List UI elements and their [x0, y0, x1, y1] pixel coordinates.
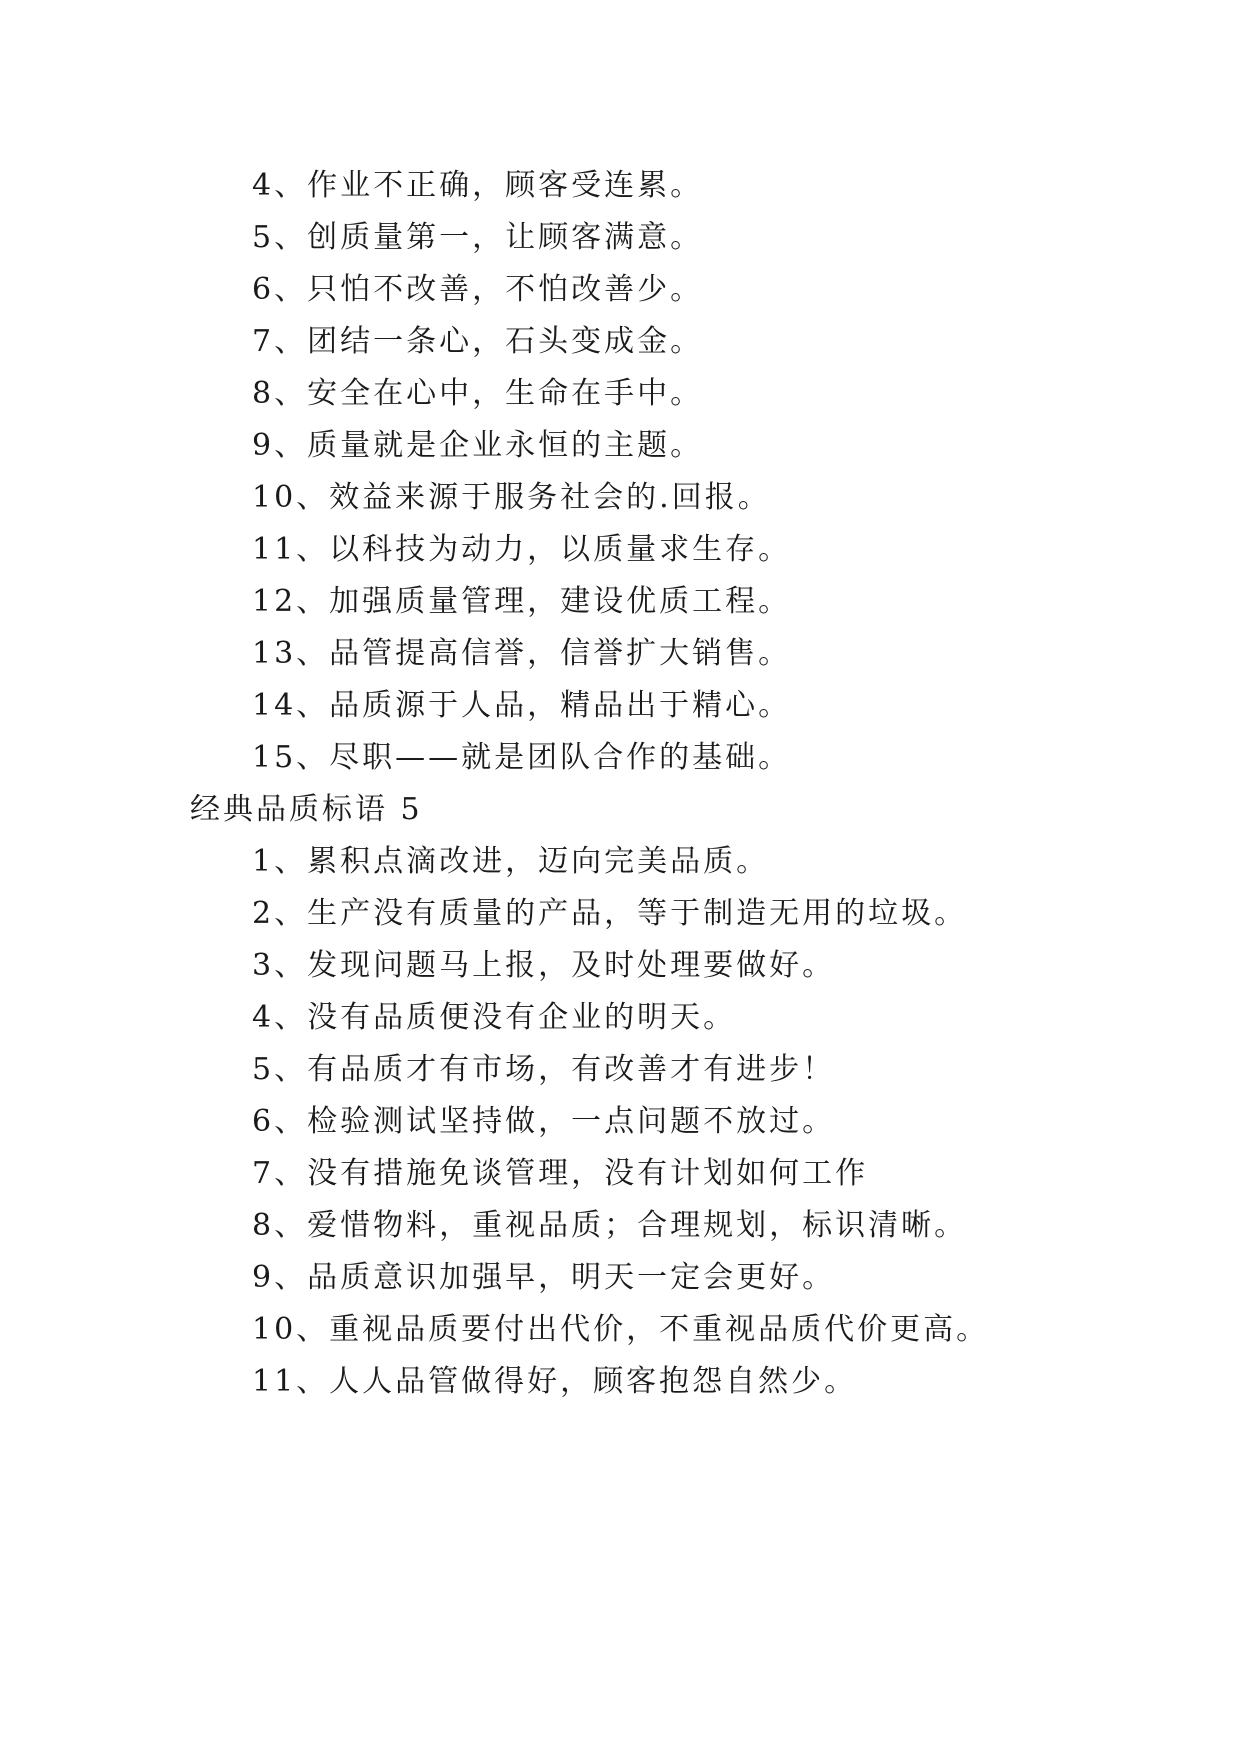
list-item: 1、累积点滴改进，迈向完美品质。	[252, 844, 770, 879]
list-item: 6、检验测试坚持做，一点问题不放过。	[252, 1104, 836, 1139]
list-item: 2、生产没有质量的产品，等于制造无用的垃圾。	[252, 896, 968, 931]
list-item: 5、有品质才有市场，有改善才有进步！	[252, 1052, 836, 1087]
list-item: 5、创质量第一，让顾客满意。	[252, 220, 704, 255]
list-item: 6、只怕不改善，不怕改善少。	[252, 272, 704, 307]
list-item: 12、加强质量管理，建设优质工程。	[252, 584, 792, 619]
list-item: 3、发现问题马上报，及时处理要做好。	[252, 948, 836, 983]
section-heading: 经典品质标语 5	[190, 792, 423, 827]
list-item: 7、团结一条心，石头变成金。	[252, 324, 704, 359]
list-item: 8、安全在心中，生命在手中。	[252, 376, 704, 411]
list-item: 10、重视品质要付出代价，不重视品质代价更高。	[252, 1312, 990, 1347]
list-item: 9、品质意识加强早，明天一定会更好。	[252, 1260, 836, 1295]
list-item: 15、尽职——就是团队合作的基础。	[252, 740, 792, 775]
list-item: 13、品管提高信誉，信誉扩大销售。	[252, 636, 792, 671]
list-item: 11、以科技为动力，以质量求生存。	[252, 532, 792, 567]
list-item: 4、没有品质便没有企业的明天。	[252, 1000, 737, 1035]
list-item: 9、质量就是企业永恒的主题。	[252, 428, 704, 463]
list-item: 11、人人品管做得好，顾客抱怨自然少。	[252, 1364, 858, 1399]
list-item: 10、效益来源于服务社会的.回报。	[252, 480, 771, 515]
list-item: 14、品质源于人品，精品出于精心。	[252, 688, 792, 723]
list-item: 7、没有措施免谈管理，没有计划如何工作	[252, 1156, 869, 1191]
list-item: 8、爱惜物料，重视品质；合理规划，标识清晰。	[252, 1208, 968, 1243]
list-item: 4、作业不正确，顾客受连累。	[252, 168, 704, 203]
